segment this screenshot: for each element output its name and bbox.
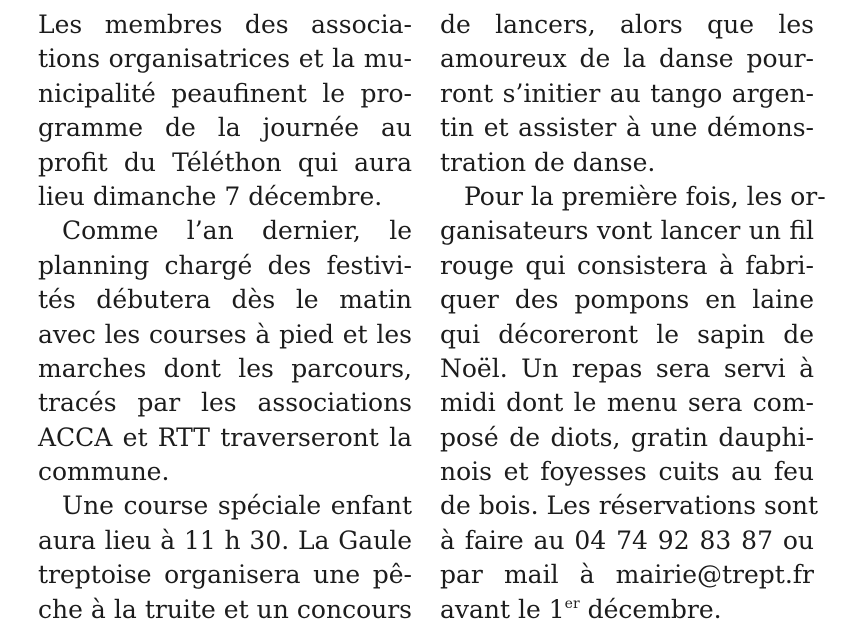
text-line: profit du Téléthon qui aura — [38, 147, 412, 177]
text-line: qui décoreront le sapin de — [440, 319, 814, 349]
text-line-final — [440, 593, 814, 627]
text-line: gramme de la journée au — [38, 113, 412, 143]
final-line-superscript: er — [564, 595, 580, 612]
text-line: Comme l’an dernier, le — [62, 216, 412, 246]
text-line: treptoise organisera une pê- — [38, 560, 412, 590]
text-line: Noël. Un repas sera servi à — [440, 353, 814, 383]
text-line: aura lieu à 11 h 30. La Gaule — [38, 525, 412, 555]
text-line: tions organisatrices et la mu- — [38, 44, 412, 74]
text-line: Pour la première fois, les or- — [464, 181, 826, 211]
text-line: nois et foyesses cuits au feu — [440, 457, 814, 487]
text-line: ront s’initier au tango argen- — [440, 78, 814, 108]
text-line: de lancers, alors que les — [440, 10, 814, 39]
text-line: posé de diots, gratin dauphi- — [440, 422, 814, 452]
text-line: par mail à mairie@trept.fr — [440, 560, 814, 590]
text-line: midi dont le menu sera com- — [440, 388, 814, 418]
text-line: amoureux de la danse pour- — [440, 44, 814, 74]
right-column-lines — [440, 8, 826, 593]
right-column — [440, 8, 826, 627]
final-line-after: décembre. — [579, 594, 722, 624]
text-line: quer des pompons en laine — [440, 285, 814, 315]
text-line: marches dont les parcours, — [38, 353, 412, 383]
text-line: nicipalité peaufinent le pro- — [38, 78, 412, 108]
text-line: ganisateurs vont lancer un fil — [440, 216, 814, 246]
final-line-before: avant le 1 — [440, 594, 565, 624]
text-line: tin et assister à une démons- — [440, 113, 814, 143]
text-line: planning chargé des festivi- — [38, 250, 412, 280]
left-column — [38, 8, 412, 627]
text-line: à faire au 04 74 92 83 87 ou — [440, 525, 814, 555]
text-line: che à la truite et un concours — [38, 594, 412, 624]
text-line: rouge qui consistera à fabri- — [440, 250, 814, 280]
text-line: de bois. Les réservations sont — [440, 491, 819, 521]
text-line: Les membres des associa- — [38, 10, 412, 39]
text-line: tration de danse. — [440, 147, 656, 177]
text-line: lieu dimanche 7 décembre. — [38, 181, 383, 211]
text-line: tés débutera dès le matin — [38, 285, 412, 315]
text-line: commune. — [38, 457, 170, 487]
text-line: Une course spéciale enfant — [62, 491, 412, 521]
text-line: avec les courses à pied et les — [38, 319, 412, 349]
text-line: ACCA et RTT traverseront la — [38, 422, 412, 452]
text-line: tracés par les associations — [38, 388, 412, 418]
